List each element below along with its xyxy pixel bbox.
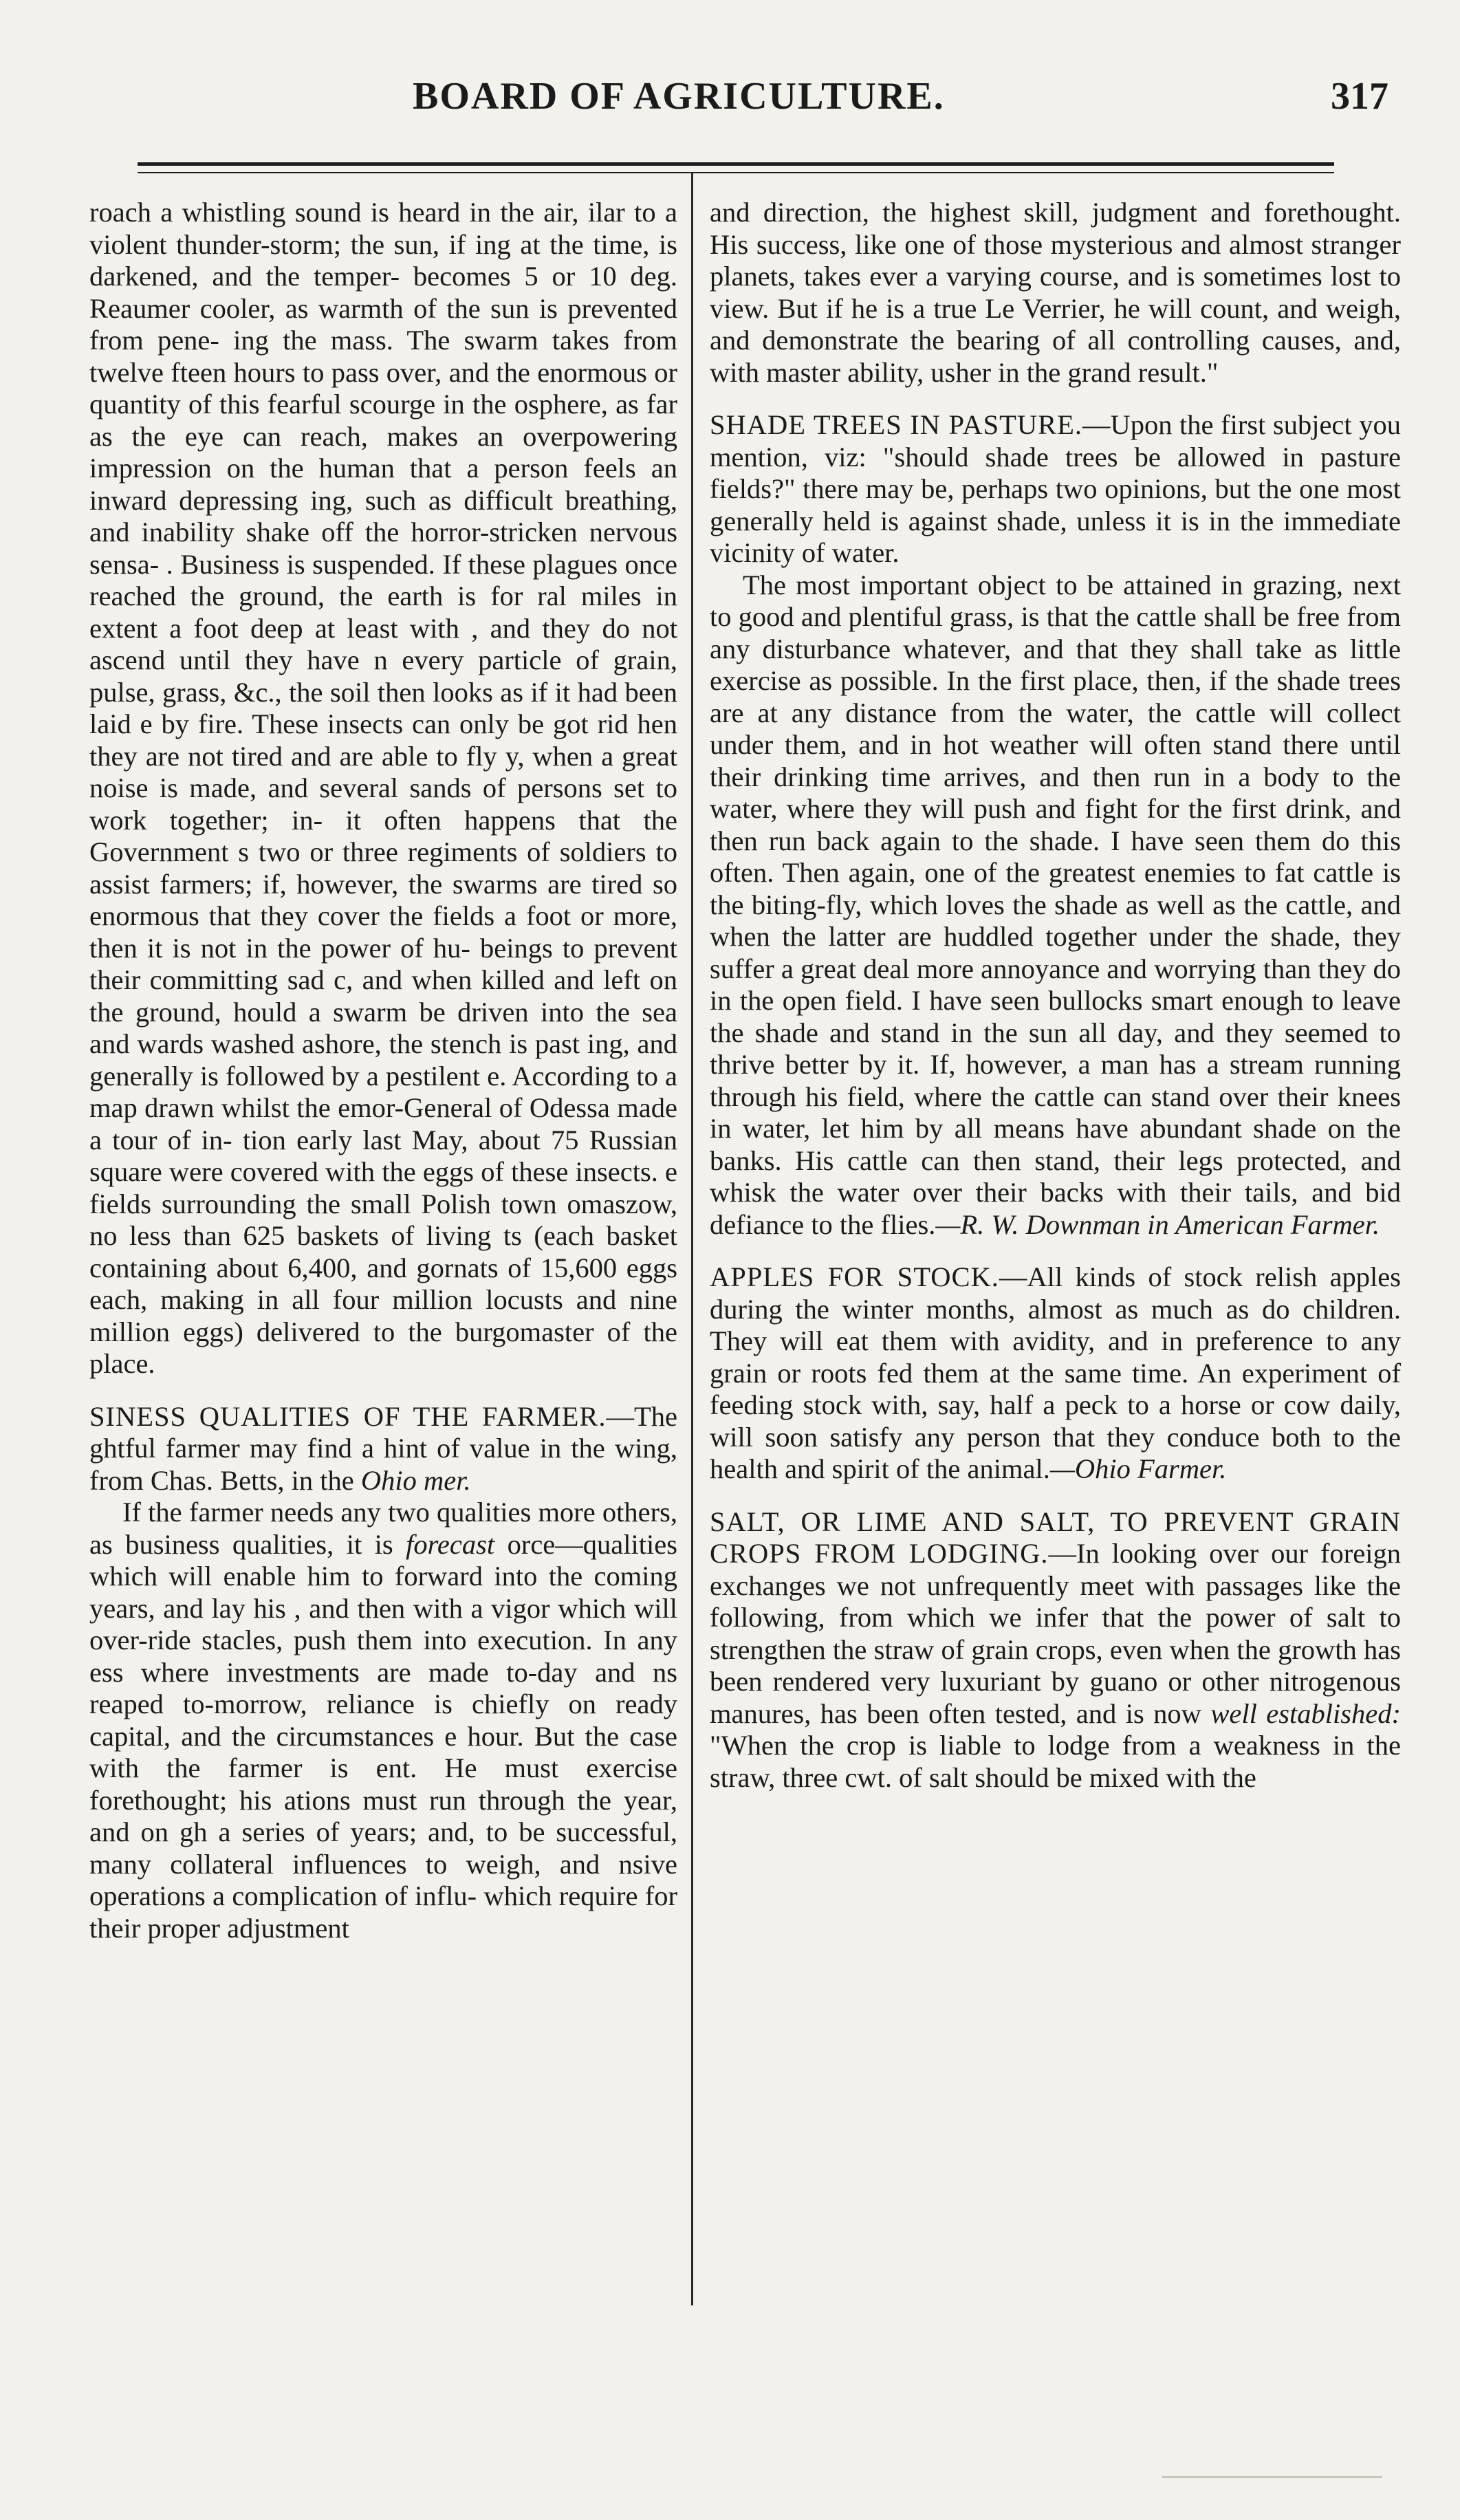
shade-trees-article xyxy=(710,409,1401,569)
page-number: 317 xyxy=(1331,75,1388,118)
continuation-paragraph: and direction, the highest skill, judgment and forethought. His success, like one of those mysterious and almost stranger planets, takes ever a varying course, and is sometimes lost to view. But if he is a true Le Verrier, he will count, and weigh, and demonstrate the bearing of all controlling causes, and, with master ability, usher in the grand result." xyxy=(710,197,1401,388)
shade-body-text: The most important object to be attained in grazing, next to good and plentiful grass, is that the cattle shall be free from any disturbance whatever, and that they shall take as little exercise as possible. In the first place, then, if the shade trees are at any distance from the water, the cattle will collect under them, and in hot weather will often stand there until their drinking time arrives, and then run in a body to the water, where they will push and fight for the first drink, and then run back again to the shade. I have seen them do this often. Then again, one of the greatest enemies to fat cattle is the biting-fly, which loves the shade as well as the cattle, and when the latter are huddled together under the shade, they suffer a great deal more annoyance and worrying than they do in the open field. I have seen bullocks smart enough to leave the shade and stand in the sun all day, and they seemed to thrive better by it. If, however, a man has a stream running through his field, where the cattle can stand over their knees in water, let him by all means have abundant shade on the banks. His cattle can then stand, their legs protected, and whisk the water over their backs with their tails, and bid defiance to the flies. xyxy=(710,569,1401,1240)
header-rule-thin xyxy=(138,172,1334,173)
shade-heading: SHADE TREES IN PASTURE. xyxy=(710,409,1082,440)
salt-text-a: —In looking over our foreign exchanges we not unfrequently meet with passages like the following, from which we infer that the power of salt to strengthen the straw of grain crops, even when the growth has been rendered very luxuriant by guano or other nitrogenous manures, has been often tested, and is now xyxy=(710,1538,1401,1729)
salt-emphasis: well established: xyxy=(1210,1697,1401,1729)
apples-attribution: —Ohio Farmer. xyxy=(1049,1453,1227,1484)
shade-intro: —Upon the first subject you mention, viz: "should shade trees be allowed in pasture fields?" there may be, perhaps two opinions, but the one most generally held is against shade, unless it is in the immediate vicinity of water. xyxy=(710,409,1401,568)
business-intro: —The ghtful farmer may find a hint of value in the wing, from Chas. Betts, in the xyxy=(89,1400,677,1496)
left-column xyxy=(89,197,677,1944)
business-forecast: forecast xyxy=(406,1528,495,1560)
shade-body xyxy=(710,569,1401,1241)
bottom-smudge xyxy=(1162,2476,1382,2478)
running-head xyxy=(0,0,1460,131)
apples-heading: APPLES FOR STOCK. xyxy=(710,1261,999,1292)
business-heading: SINESS QUALITIES OF THE FARMER. xyxy=(89,1400,607,1432)
right-column xyxy=(710,197,1401,1794)
salt-article xyxy=(710,1506,1401,1794)
business-text-a: If the farmer needs any two qualities more others, as business qualities, it is xyxy=(89,1497,677,1560)
business-text-b: orce—qualities which will enable him to forward into the coming years, and lay his , and then with a vigor which will over-ride stacles, push them into execution. In any ess where investments are made to-day and ns reaped to-morrow, reliance is chiefly on ready capital, and the circumstances e hour. But the case with the farmer is ent. He must exercise forethought; his ations must run through the year, and on gh a series of years; and, to be successful, many collateral influences to weigh, and nsive operations a complication of influ- which require for their proper adjustment xyxy=(89,1528,677,1944)
page-title: BOARD OF AGRICULTURE. xyxy=(413,75,945,118)
salt-text-b: "When the crop is liable to lodge from a weakness in the straw, three cwt. of salt should be mixed with the xyxy=(710,1730,1401,1793)
apples-text: —All kinds of stock relish apples during the winter months, almost as much as do children. They will eat them with avidity, and in preference to any grain or roots fed them at the same time. An experiment of feeding stock with, say, half a peck to a horse or cow daily, will soon satisfy any person that they conduce both to the health and spirit of the animal. xyxy=(710,1261,1402,1484)
business-qualities-article xyxy=(89,1401,677,1497)
locust-paragraph: roach a whistling sound is heard in the air, ilar to a violent thunder-storm; the sun, if ing at the time, is darkened, and the temper- becomes 5 or 10 deg. Reaumer cooler, as warmth of the sun is prevented from pene- ing the mass. The swarm takes from twelve fteen hours to pass over, and the enormous or quantity of this fearful scourge in the osphere, as far as the eye can reach, makes an overpowering impression on the human that a person feels an inward depressing ing, such as difficult breathing, and inability shake off the horror-stricken nervous sensa- . Business is suspended. If these plagues once reached the ground, the earth is for ral miles in extent a foot deep at least with , and they do not ascend until they have n every particle of grain, pulse, grass, &c., the soil then looks as if it had been laid e by fire. These insects can only be got rid hen they are not tired and are able to fly y, when a great noise is made, and several sands of persons set to work together; in- it often happens that the Government s two or three regiments of soldiers to assist farmers; if, however, the swarms are tired so enormous that they cover the fields a foot or more, then it is not in the power of hu- beings to prevent their committing sad c, and when killed and left on the ground, hould a swarm be driven into the sea and wards washed ashore, the stench is past ing, and generally is followed by a pestilent e. According to a map drawn whilst the emor-General of Odessa made a tour of in- tion early last May, about 75 Russian square were covered with the eggs of these insects. e fields surrounding the small Polish town omaszow, no less than 625 baskets of living ts (each basket containing about 6,400, and gornats of 15,600 eggs each, making in all four million locusts and nine million eggs) delivered to the burgomaster of the place. xyxy=(89,197,677,1379)
column-divider xyxy=(691,173,693,2305)
shade-attribution: —R. W. Downman in American Farmer. xyxy=(935,1208,1380,1240)
business-source: Ohio mer. xyxy=(360,1464,471,1496)
header-rule-thick xyxy=(138,162,1334,166)
apples-article xyxy=(710,1261,1401,1486)
business-body xyxy=(89,1497,677,1944)
salt-heading: SALT, OR LIME AND SALT, TO PREVENT GRAIN CROPS FROM LODGING. xyxy=(710,1506,1401,1569)
